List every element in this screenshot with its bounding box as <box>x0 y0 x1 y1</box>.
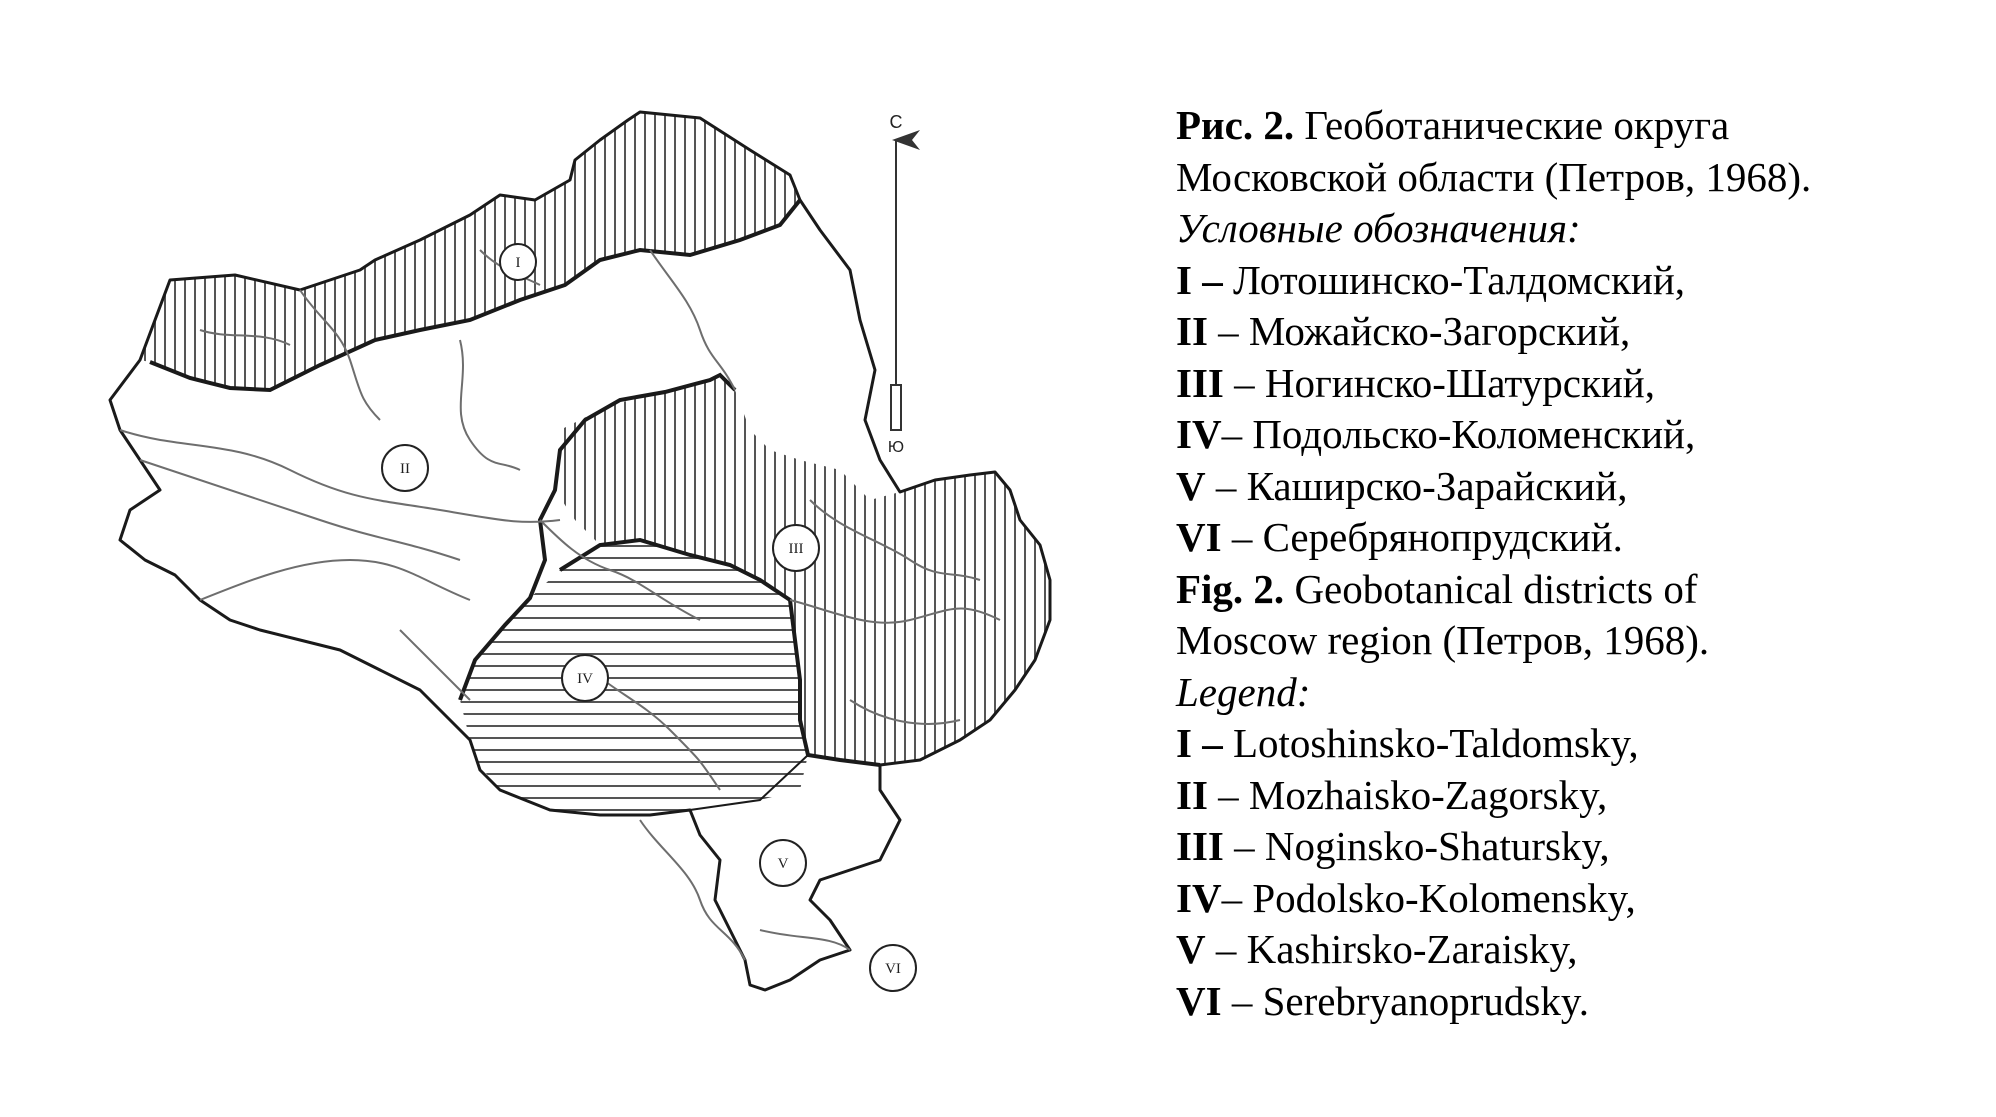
en-title-part1: Geobotanical <box>1294 565 1514 612</box>
en-title-part3: of <box>1663 565 1698 612</box>
ru-legend-item: VI – Серебрянопрудский. <box>1176 514 1623 560</box>
ru-fig-label: Рис. 2. <box>1176 102 1295 148</box>
svg-text:IV: IV <box>577 671 593 687</box>
north-label: С <box>889 112 903 132</box>
ru-title-part1: Геоботанические <box>1304 102 1604 148</box>
moscow-region-map <box>90 95 1090 1025</box>
svg-text:II: II <box>400 461 410 477</box>
en-legend-title: Legend: <box>1176 668 1311 715</box>
en-legend-item: II – Mozhaisko-Zagorsky, <box>1176 771 1608 818</box>
svg-text:I: I <box>515 255 521 271</box>
svg-text:V: V <box>777 856 789 872</box>
ru-legend-item: I – Лотошинско-Талдомский, <box>1176 256 1686 303</box>
ru-legend-item: III – Ногинско-Шатурский, <box>1176 359 1655 406</box>
ru-legend-item: V – Каширско-Зарайский, <box>1176 462 1628 509</box>
en-fig-label: Fig. 2. <box>1176 565 1285 612</box>
ru-title-line1 <box>1176 100 1898 152</box>
en-legend-item: I – Lotoshinsko-Taldomsky, <box>1176 720 1639 766</box>
figure-caption <box>1176 100 1898 1027</box>
ru-title-line2: Московской области (Петров, 1968). <box>1176 153 1812 200</box>
en-legend-item: III – Noginsko-Shatursky, <box>1176 823 1610 869</box>
svg-text:VI: VI <box>885 961 901 977</box>
south-label: Ю <box>887 439 905 456</box>
en-title-part2: districts <box>1523 565 1654 612</box>
ru-legend-item: IV– Подольско-Коломенский, <box>1176 411 1696 457</box>
en-title-line1 <box>1176 564 1898 616</box>
en-legend-item: VI – Serebryanoprudsky. <box>1176 977 1589 1024</box>
ru-legend-title: Условные обозначения: <box>1176 205 1581 251</box>
ru-title-part2: округа <box>1613 102 1730 148</box>
ru-legend-item: II – Можайско-Загорский, <box>1176 308 1631 354</box>
en-legend-item: IV– Podolsko-Kolomensky, <box>1176 874 1636 921</box>
svg-text:III: III <box>788 541 804 557</box>
en-legend-item: V – Kashirsko-Zaraisky, <box>1176 926 1578 972</box>
north-arrow <box>888 112 904 456</box>
en-title-line2: Moscow region (Петров, 1968). <box>1176 617 1710 663</box>
